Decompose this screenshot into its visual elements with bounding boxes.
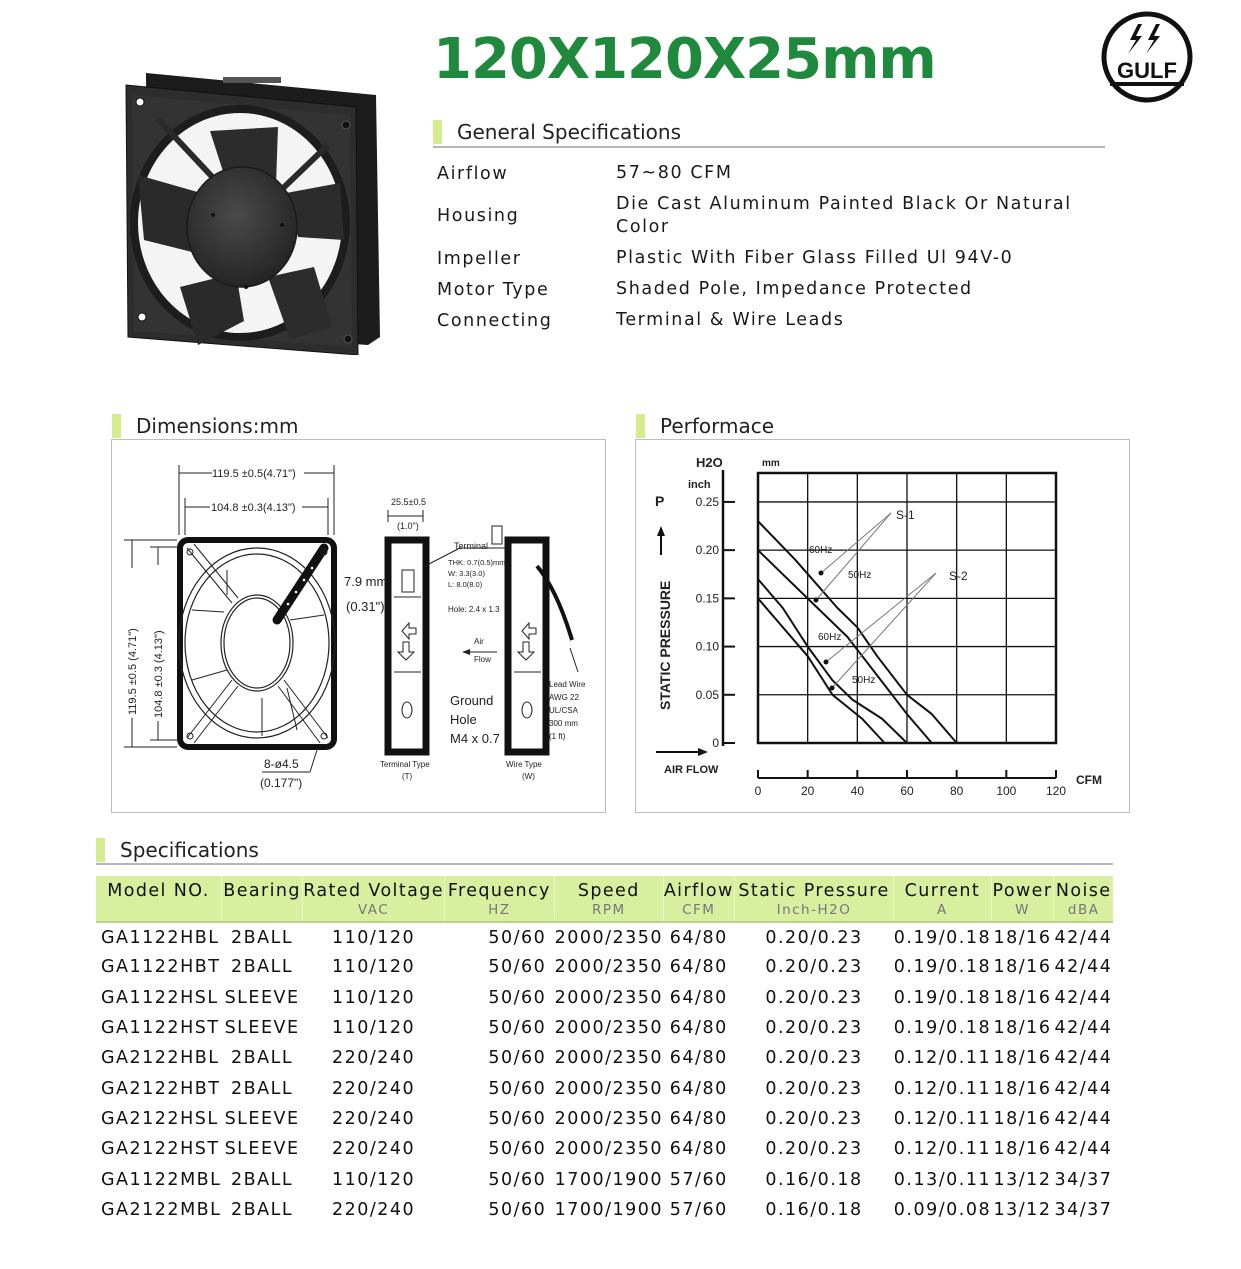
cell-airflow: 64/80 [669,987,728,1008]
terminal-type-label: Terminal Type [380,760,430,769]
column-unit: VAC [357,902,390,918]
specifications-header [96,836,1113,864]
cell-speed: 2000/2350 [554,1078,664,1099]
terminal-w: W: 3.3(3.0) [448,569,485,578]
cell-static-pressure: 0.20/0.23 [765,987,863,1008]
annotation-60hz: 60Hz [809,545,833,556]
cell-bearing: SLEEVE [224,1018,300,1039]
cell-bearing: 2BALL [231,927,294,948]
cell-speed: 1700/1900 [554,1199,664,1220]
cell-model-no: GA1122HSL [101,987,219,1008]
y-tick-label: 0.05 [695,687,719,702]
x-tick-label: 40 [850,784,865,798]
cell-frequency: 50/60 [488,957,547,978]
cell-noise: 42/44 [1054,927,1113,948]
cell-model-no: GA1122MBL [101,1169,222,1190]
cell-frequency: 50/60 [488,987,547,1008]
dim-depth-in: (1.0") [397,521,419,531]
cell-speed: 2000/2350 [554,1048,664,1069]
spec-label: Motor Type [437,279,550,300]
cell-rated-voltage: 220/240 [331,1078,416,1099]
cell-rated-voltage: 220/240 [331,1139,416,1160]
cell-rated-voltage: 110/120 [331,927,416,948]
section-accent-bar [636,414,645,438]
spec-row-connecting [437,309,1117,332]
cell-frequency: 50/60 [488,1048,547,1069]
y-tick-label: 0.25 [695,494,719,509]
cell-frequency: 50/60 [488,1108,547,1129]
cell-frequency: 50/60 [488,927,547,948]
cell-frequency: 50/60 [488,1199,547,1220]
cell-rated-voltage: 220/240 [331,1108,416,1129]
table-header-row [96,876,1113,922]
specifications-table [96,876,1113,1225]
x-tick-label: 80 [949,784,964,798]
ground-label-2: Hole [450,712,477,727]
cell-current: 0.13/0.11 [893,1169,992,1190]
terminal-l: L: 8.0(8.0) [448,580,483,589]
cell-model-no: GA2122HST [101,1139,220,1160]
y-tick-label: 0 [712,736,719,750]
column-label: Noise [1055,881,1112,901]
spec-label: Airflow [437,163,509,184]
table-row [96,1104,1113,1134]
lead-wire-2: AWG 22 [549,693,579,702]
spec-label: Connecting [437,310,553,331]
cell-airflow: 64/80 [669,1048,728,1069]
cell-frequency: 50/60 [488,1139,547,1160]
cell-airflow: 64/80 [669,957,728,978]
column-label: Airflow [663,881,734,901]
y-axis-label: STATIC PRESSURE [657,580,673,710]
annotation-s2: S-2 [949,569,968,583]
annotation-pointer-head [814,598,819,603]
logo-text: GULF [1117,58,1177,83]
column-header [444,876,554,922]
dimensions-heading: Dimensions:mm [136,414,299,438]
cell-airflow: 64/80 [669,1108,728,1129]
performance-header [636,412,936,440]
column-header [734,876,894,922]
cell-current: 0.19/0.18 [893,927,992,948]
cell-static-pressure: 0.20/0.23 [765,1139,863,1160]
cell-frequency: 50/60 [488,1018,547,1039]
annotation-60hz: 60Hz [818,632,842,643]
cell-static-pressure: 0.20/0.23 [765,927,863,948]
cell-static-pressure: 0.16/0.18 [765,1199,863,1220]
cell-rated-voltage: 220/240 [331,1048,416,1069]
cell-speed: 2000/2350 [554,957,664,978]
section-accent-bar [433,120,442,144]
cell-noise: 34/37 [1054,1169,1113,1190]
cell-airflow: 64/80 [669,1139,728,1160]
cell-bearing: SLEEVE [224,1139,300,1160]
cell-speed: 2000/2350 [554,1139,664,1160]
general-specs-heading: General Specifications [457,120,682,144]
y-tick-label: 0.20 [695,543,719,558]
table-row [96,1073,1113,1103]
annotation-50hz: 50Hz [848,570,872,581]
divider [96,863,1113,865]
cell-noise: 42/44 [1054,957,1113,978]
column-header [554,876,663,922]
cell-noise: 42/44 [1054,1139,1113,1160]
column-label: Speed [577,881,640,901]
column-header [1054,876,1113,922]
ground-label-1: Ground [450,693,494,708]
lead-wire-4: 300 mm [549,719,578,728]
column-unit: dBA [1067,902,1100,918]
spec-value: Terminal & Wire Leads [616,310,845,330]
column-header [991,876,1054,922]
column-unit [222,902,302,921]
column-header [221,876,302,922]
cell-current: 0.12/0.11 [893,1108,992,1129]
cell-power: 13/12 [993,1169,1052,1190]
cell-bearing: SLEEVE [224,1108,300,1129]
cell-noise: 42/44 [1054,987,1113,1008]
x-axis-label: AIR FLOW [664,764,719,776]
cell-rated-voltage: 110/120 [331,1018,416,1039]
divider [433,146,1105,148]
column-label: Model NO. [107,881,210,901]
y-arrow-head [657,526,665,536]
specifications-heading: Specifications [120,838,259,862]
annotation-s1: S-1 [896,508,915,522]
cell-rated-voltage: 110/120 [331,1169,416,1190]
general-specs-list [437,162,1117,340]
cell-model-no: GA2122HBL [101,1048,220,1069]
column-unit: W [1015,902,1030,918]
column-unit: RPM [591,902,626,918]
dimensions-panel [111,439,606,813]
cell-airflow: 64/80 [669,1078,728,1099]
cell-rated-voltage: 110/120 [331,987,416,1008]
section-accent-bar [112,414,121,438]
dim-hole-width: 104.8 ±0.3(4.13") [211,502,296,514]
table-body [96,922,1113,1225]
cell-bearing: 2BALL [231,1048,294,1069]
cell-power: 18/16 [993,987,1052,1008]
annotation-pointer-head [830,686,835,691]
dim-hole-height: 104.8 ±0.3 (4.13") [153,630,165,718]
column-label: Rated Voltage [303,881,444,901]
spec-row-housing [437,193,1117,239]
cell-speed: 1700/1900 [554,1169,664,1190]
page-title: 120X120X25mm [433,27,936,92]
column-label: Static Pressure [738,881,890,901]
table-row [96,983,1113,1013]
column-header [663,876,734,922]
terminal-label: Terminal [454,541,489,551]
cell-bearing: 2BALL [231,1169,294,1190]
cell-rated-voltage: 220/240 [331,1199,416,1220]
cell-noise: 42/44 [1054,1048,1113,1069]
spec-row-motor-type [437,278,1117,301]
y-tick-label: 0.10 [695,639,719,654]
air-label: Air [474,637,484,646]
cell-bearing: SLEEVE [224,987,300,1008]
x-tick-label: 60 [900,784,914,798]
lead-wire-5: (1 ft) [549,732,566,741]
cell-power: 18/16 [993,1139,1052,1160]
cell-power: 18/16 [993,1108,1052,1129]
column-header [96,876,221,922]
dim-flange: 7.9 mm [344,574,388,589]
cell-model-no: GA2122HSL [101,1108,219,1129]
cell-power: 13/12 [993,1199,1052,1220]
cell-current: 0.09/0.08 [893,1199,992,1220]
y-unit: inch [688,479,711,491]
cell-static-pressure: 0.20/0.23 [765,1108,863,1129]
column-label: Bearing [223,881,301,901]
cell-bearing: 2BALL [231,1078,294,1099]
table-row [96,1195,1113,1225]
cell-current: 0.12/0.11 [893,1078,992,1099]
cell-static-pressure: 0.20/0.23 [765,957,863,978]
cell-speed: 2000/2350 [554,927,664,948]
performance-panel [635,439,1130,813]
annotation-50hz: 50Hz [852,675,876,686]
y-unit-top: H2O [696,455,723,470]
cell-frequency: 50/60 [488,1169,547,1190]
spec-value: 57~80 CFM [616,163,733,183]
cell-static-pressure: 0.20/0.23 [765,1018,863,1039]
cell-airflow: 64/80 [669,1018,728,1039]
annotation-pointer-head [819,571,824,576]
cell-power: 18/16 [993,1018,1052,1039]
x-tick-label: 120 [1045,784,1067,798]
x-arrow-head [698,748,708,756]
curve-s-2-50hz [758,598,885,743]
spec-label: Impeller [437,248,522,269]
table-row [96,952,1113,982]
lead-wire-3: UL/CSA [549,706,578,715]
cell-current: 0.12/0.11 [893,1139,992,1160]
cell-current: 0.19/0.18 [893,957,992,978]
cell-model-no: GA1122HBL [101,927,220,948]
cell-static-pressure: 0.20/0.23 [765,1048,863,1069]
dim-outer-width: 119.5 ±0.5(4.71") [212,468,296,480]
spec-value: Die Cast Aluminum Painted Black Or Natural Color [616,194,1072,237]
cell-speed: 2000/2350 [554,987,664,1008]
ground-label-3: M4 x 0.7 [450,731,500,746]
lead-wire-1: Lead Wire [549,680,586,689]
annotation-pointer [821,513,891,573]
table-row [96,1164,1113,1194]
cell-model-no: GA2122MBL [101,1199,222,1220]
wire-type-label: Wire Type [506,760,542,769]
column-header [894,876,991,922]
cell-noise: 42/44 [1054,1108,1113,1129]
y-tick-label: 0.15 [695,591,719,606]
cell-model-no: GA2122HBT [101,1078,221,1099]
dim-mount-holes: 8-ø4.5 [264,757,299,771]
dimensions-header [112,412,412,440]
dimension-drawing [112,440,607,814]
x-tick-label: 0 [754,784,762,798]
dim-depth: 25.5±0.5 [391,497,426,507]
table-row [96,1013,1113,1043]
cell-power: 18/16 [993,1048,1052,1069]
column-unit: CFM [682,902,716,918]
cell-current: 0.19/0.18 [893,1018,992,1039]
cell-airflow: 64/80 [669,927,728,948]
spec-value: Shaded Pole, Impedance Protected [616,279,973,299]
wire-type-code: (W) [522,772,535,781]
x-tick-label: 100 [996,784,1017,798]
cell-airflow: 57/60 [669,1169,728,1190]
cell-static-pressure: 0.20/0.23 [765,1078,863,1099]
column-unit: Inch-H2O [776,902,852,918]
cell-model-no: GA1122HST [101,1018,220,1039]
table-row [96,1134,1113,1164]
cell-power: 18/16 [993,1078,1052,1099]
cell-model-no: GA1122HBT [101,957,221,978]
annotation-pointer [826,573,936,662]
cell-static-pressure: 0.16/0.18 [765,1169,863,1190]
terminal-thk: THK: 0.7(0.5)mm [448,558,506,567]
section-accent-bar [96,838,105,862]
terminal-type-code: (T) [402,772,413,781]
cell-bearing: 2BALL [231,957,294,978]
cell-power: 18/16 [993,927,1052,948]
cell-current: 0.19/0.18 [893,987,992,1008]
annotation-pointer [816,513,891,600]
cell-airflow: 57/60 [669,1199,728,1220]
y2-unit: mm [762,458,780,469]
annotation-pointer [832,573,936,688]
cell-power: 18/16 [993,957,1052,978]
performance-heading: Performace [660,414,775,438]
cell-noise: 42/44 [1054,1018,1113,1039]
column-unit: HZ [488,902,511,918]
flow-label: Flow [474,655,491,664]
cell-rated-voltage: 110/120 [331,957,416,978]
spec-value: Plastic With Fiber Glass Filled Ul 94V-0 [616,248,1014,268]
cell-speed: 2000/2350 [554,1108,664,1129]
column-label: Power [992,881,1053,901]
spec-row-impeller [437,247,1117,270]
spec-label: Housing [437,206,520,226]
column-header [303,876,445,922]
annotation-pointer-head [824,660,829,665]
x-unit: CFM [1076,773,1102,787]
dim-mount-holes-in: (0.177") [260,776,303,790]
column-unit [96,902,221,921]
y-symbol: P [655,493,665,509]
terminal-hole: Hole: 2.4 x 1.3 [448,605,500,614]
performance-chart [636,440,1131,814]
table-row [96,922,1113,952]
spec-row-airflow [437,162,1117,185]
fan-image [118,55,398,355]
column-label: Current [904,881,981,901]
cell-speed: 2000/2350 [554,1018,664,1039]
cell-noise: 42/44 [1054,1078,1113,1099]
dim-outer-height: 119.5 ±0.5 (4.71") [127,628,139,715]
column-unit: A [937,902,948,918]
table-row [96,1043,1113,1073]
cell-bearing: 2BALL [231,1199,294,1220]
product-photo [118,55,398,355]
cell-current: 0.12/0.11 [893,1048,992,1069]
cell-noise: 34/37 [1054,1199,1113,1220]
dim-flange-in: (0.31") [346,599,385,614]
general-specs-header [433,118,1105,146]
cell-frequency: 50/60 [488,1078,547,1099]
gulf-logo [1100,10,1194,104]
column-label: Frequency [447,881,551,901]
x-tick-label: 20 [800,784,815,798]
